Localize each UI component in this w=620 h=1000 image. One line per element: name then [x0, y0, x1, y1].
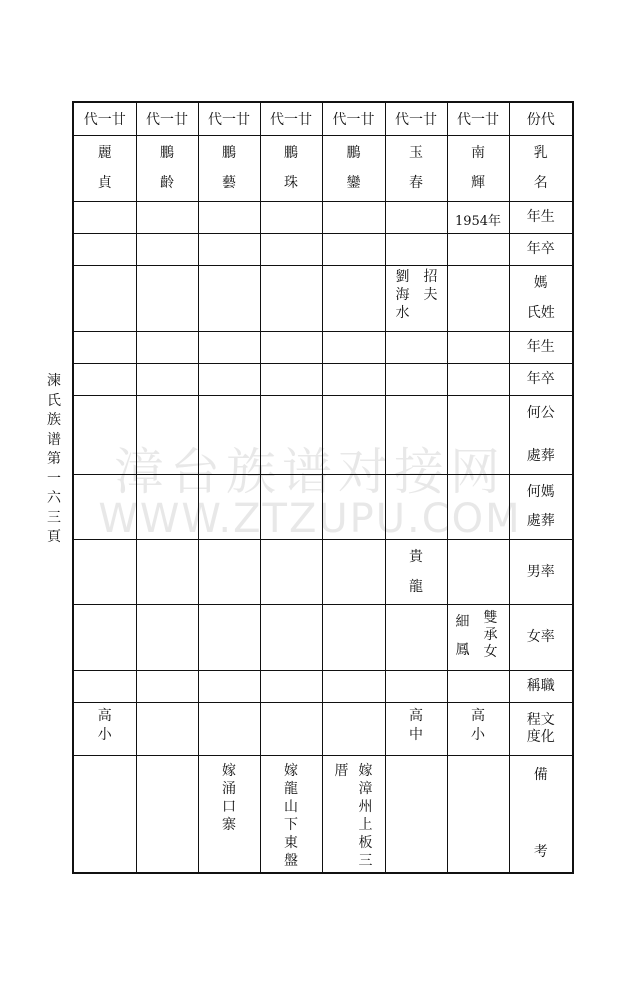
- cell-spouse: [73, 266, 136, 332]
- row-label-spouse-death: [509, 364, 573, 396]
- person-name: 玉 春: [409, 145, 423, 191]
- spouse-label: 招 夫: [423, 269, 438, 303]
- cell-occupation: [260, 671, 322, 703]
- cell-birth-year: [260, 202, 322, 234]
- cell-daughters: [447, 605, 509, 671]
- cell-sons: [73, 540, 136, 605]
- table-row-header: [73, 102, 573, 136]
- row-label-education: [509, 703, 573, 756]
- page-side-char: 族: [47, 412, 61, 428]
- cell-header: 代一廿: [447, 102, 509, 136]
- page-side-char: 第: [47, 451, 61, 467]
- spouse-name: 劉 海 水: [395, 269, 410, 321]
- cell-header: 代一廿: [136, 102, 198, 136]
- table-row-spouse-birth: [73, 332, 573, 364]
- person-name: 鵬 藝: [222, 145, 236, 191]
- table-row-education: [73, 703, 573, 756]
- sons-value: 貴 龍: [409, 549, 423, 595]
- cell-spouse-birth: [260, 332, 322, 364]
- cell-spouse-grave: [73, 475, 136, 540]
- cell-education: [447, 703, 509, 756]
- watermark-cn: 漳台族谱对接网: [114, 443, 506, 501]
- page-side-label: [44, 372, 64, 548]
- table-row-spouse-death: [73, 364, 573, 396]
- cell-remarks: [385, 756, 447, 874]
- cell-education: [73, 703, 136, 756]
- cell-spouse-death: [198, 364, 260, 396]
- page-side-char: 頁: [47, 529, 61, 545]
- row-label-name: [509, 136, 573, 202]
- cell-remarks: [73, 756, 136, 874]
- cell-spouse: [136, 266, 198, 332]
- row-label-text: 程文 度化: [526, 712, 555, 745]
- cell-spouse-grave: [260, 475, 322, 540]
- cell-spouse-grave: [322, 475, 385, 540]
- cell-header: 代一廿: [198, 102, 260, 136]
- education-value: 高 小: [471, 708, 485, 743]
- table-row-death-year: [73, 234, 573, 266]
- page-side-char: 氏: [47, 392, 61, 409]
- cell-education: [260, 703, 322, 756]
- cell-spouse: [198, 266, 260, 332]
- cell-name: [322, 136, 385, 202]
- row-label-text: 年卒: [526, 241, 555, 257]
- cell-spouse: [260, 266, 322, 332]
- cell-daughters: [322, 605, 385, 671]
- birth-year-value: 1954年: [454, 214, 502, 229]
- cell-spouse: [385, 266, 447, 332]
- page-side-char: 三: [47, 509, 61, 526]
- cell-remarks: [447, 756, 509, 874]
- row-label-spouse: [509, 266, 573, 332]
- cell-death-year: [136, 234, 198, 266]
- cell-education: [136, 703, 198, 756]
- cell-remarks: [136, 756, 198, 874]
- cell-spouse-birth: [322, 332, 385, 364]
- row-label-sons: [509, 540, 573, 605]
- cell-sons: [198, 540, 260, 605]
- cell-spouse-birth: [136, 332, 198, 364]
- table-row-birth-year: [73, 202, 573, 234]
- cell-name: [385, 136, 447, 202]
- row-label-text: 稱職: [526, 678, 555, 694]
- table-row-sons: [73, 540, 573, 605]
- cell-education: [322, 703, 385, 756]
- cell-birth-year: [322, 202, 385, 234]
- remarks-value: 嫁 漳 州 上 板 三: [358, 763, 373, 869]
- cell-death-year: [260, 234, 322, 266]
- row-label-death-year: [509, 234, 573, 266]
- cell-spouse-death: [260, 364, 322, 396]
- cell-birth-year: [385, 202, 447, 234]
- page-side-char: 六: [47, 490, 61, 506]
- row-label-birth-year: [509, 202, 573, 234]
- cell-death-year: [73, 234, 136, 266]
- cell-spouse-death: [136, 364, 198, 396]
- row-label-text: 女率: [526, 629, 555, 645]
- cell-daughters: [385, 605, 447, 671]
- cell-spouse: [447, 266, 509, 332]
- cell-daughters: [198, 605, 260, 671]
- row-label-spouse-birth: [509, 332, 573, 364]
- table-row-remarks: [73, 756, 573, 874]
- row-label-text: 乳 名: [533, 145, 548, 191]
- page-side-char: 一: [47, 470, 61, 487]
- cell-education: [385, 703, 447, 756]
- row-label-text: 年卒: [526, 371, 555, 387]
- cell-name: [136, 136, 198, 202]
- table-row-name: [73, 136, 573, 202]
- row-label-spouse-grave: [509, 475, 573, 540]
- cell-grave: [322, 396, 385, 475]
- cell-spouse: [322, 266, 385, 332]
- cell-name: [447, 136, 509, 202]
- row-label-text: 媽 氏姓: [526, 275, 555, 321]
- cell-grave: [198, 396, 260, 475]
- cell-remarks: [198, 756, 260, 874]
- remarks-value: 厝: [334, 763, 349, 779]
- cell-header: 代一廿: [385, 102, 447, 136]
- cell-sons: [136, 540, 198, 605]
- cell-education: [198, 703, 260, 756]
- cell-remarks: [260, 756, 322, 874]
- cell-spouse-birth: [198, 332, 260, 364]
- row-label-text: 備 考: [533, 767, 548, 860]
- cell-daughters: [260, 605, 322, 671]
- cell-spouse-grave: [385, 475, 447, 540]
- cell-birth-year: [198, 202, 260, 234]
- cell-spouse-death: [322, 364, 385, 396]
- cell-occupation: [136, 671, 198, 703]
- cell-remarks: [322, 756, 385, 874]
- row-label-header: 份代: [509, 102, 573, 136]
- cell-spouse-death: [73, 364, 136, 396]
- row-label-text: 何公 處葬: [526, 405, 555, 464]
- cell-spouse-death: [447, 364, 509, 396]
- remarks-value: 嫁 涌 口 寨: [222, 763, 236, 833]
- cell-birth-year: [73, 202, 136, 234]
- education-value: 高 中: [409, 708, 423, 743]
- row-label-remarks: [509, 756, 573, 874]
- daughter-value: 雙 承 女: [483, 610, 498, 660]
- daughter-value: 細 鳳: [455, 614, 470, 658]
- row-label-text: 年生: [526, 339, 555, 355]
- cell-spouse-grave: [198, 475, 260, 540]
- cell-death-year: [385, 234, 447, 266]
- cell-death-year: [322, 234, 385, 266]
- row-label-daughters: [509, 605, 573, 671]
- row-label-occupation: [509, 671, 573, 703]
- cell-death-year: [198, 234, 260, 266]
- table-row-spouse-grave: [73, 475, 573, 540]
- person-name: 鵬 珠: [284, 145, 298, 191]
- row-label-grave: [509, 396, 573, 475]
- cell-sons: [447, 540, 509, 605]
- cell-occupation: [447, 671, 509, 703]
- cell-death-year: [447, 234, 509, 266]
- row-label-text: 何媽 處葬: [526, 484, 555, 529]
- row-label-text: 男率: [526, 563, 555, 580]
- page-side-char: 湅: [47, 373, 61, 389]
- person-name: 鵬 鑾: [346, 145, 361, 191]
- cell-grave: [260, 396, 322, 475]
- table-row-daughters: [73, 605, 573, 671]
- table-row-spouse: [73, 266, 573, 332]
- cell-occupation: [198, 671, 260, 703]
- remarks-value: 嫁 龍 山 下 東 盤: [284, 763, 298, 869]
- watermark-url: WWW.ZTZUPU.COM: [98, 496, 522, 542]
- cell-spouse-birth: [73, 332, 136, 364]
- cell-daughters: [73, 605, 136, 671]
- cell-occupation: [385, 671, 447, 703]
- cell-name: [260, 136, 322, 202]
- cell-spouse-grave: [136, 475, 198, 540]
- person-name: 麗 貞: [97, 145, 112, 191]
- table-row-occupation: [73, 671, 573, 703]
- cell-occupation: [322, 671, 385, 703]
- cell-daughters: [136, 605, 198, 671]
- cell-grave: [136, 396, 198, 475]
- education-value: 高 小: [97, 708, 112, 743]
- cell-header: 代一廿: [260, 102, 322, 136]
- person-name: 南 輝: [471, 145, 485, 191]
- page-side-char: 谱: [47, 431, 61, 448]
- cell-birth-year: [136, 202, 198, 234]
- cell-spouse-grave: [447, 475, 509, 540]
- cell-header: 代一廿: [73, 102, 136, 136]
- cell-grave: [73, 396, 136, 475]
- person-name: 鵬 齡: [160, 145, 174, 191]
- table-row-grave: [73, 396, 573, 475]
- cell-spouse-birth: [447, 332, 509, 364]
- cell-name: [198, 136, 260, 202]
- cell-sons: [260, 540, 322, 605]
- cell-header: 代一廿: [322, 102, 385, 136]
- cell-occupation: [73, 671, 136, 703]
- cell-spouse-birth: [385, 332, 447, 364]
- cell-sons: [385, 540, 447, 605]
- cell-grave: [385, 396, 447, 475]
- cell-grave: [447, 396, 509, 475]
- row-label-text: 年生: [526, 209, 555, 225]
- genealogy-table: [72, 101, 574, 874]
- cell-birth-year: [447, 202, 509, 234]
- cell-sons: [322, 540, 385, 605]
- cell-spouse-death: [385, 364, 447, 396]
- cell-name: [73, 136, 136, 202]
